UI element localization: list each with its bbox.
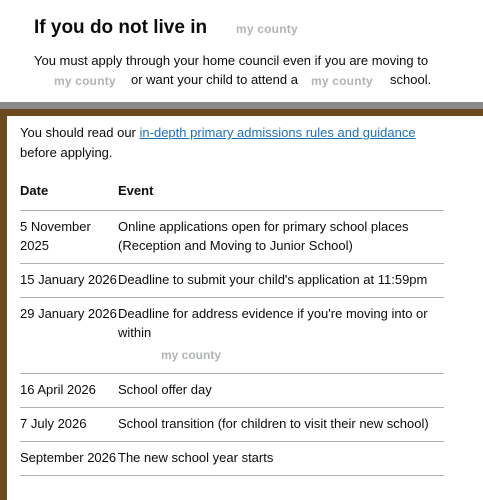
table-row [20, 374, 444, 408]
banner-text-line-2: or want your child to attend a [131, 72, 298, 87]
banner-title: If you do not live in [34, 17, 208, 38]
key-dates-table [20, 175, 444, 476]
column-header-event: Event [118, 175, 444, 211]
table-row [20, 408, 444, 442]
row-event: Online applications open for primary school places (Reception and Moving to Junior School) [118, 211, 444, 264]
row-event: School transition (for children to visit their new school) [118, 408, 444, 442]
banner-text-line-2-end: school. [390, 72, 432, 87]
row-date: September 2026 [20, 442, 118, 476]
row-event [118, 298, 444, 374]
table-row [20, 211, 444, 264]
table-header-row [20, 175, 444, 211]
table-row [20, 298, 444, 374]
redacted-county-label: my county [236, 22, 298, 36]
intro-paragraph [20, 123, 440, 163]
banner-text-line-1: You must apply through your home council even if you are moving to [34, 53, 429, 68]
intro-text: You should read our [20, 125, 140, 140]
row-date: 7 July 2026 [20, 408, 118, 442]
admissions-guidance-link[interactable]: in-depth primary admissions rules and guidance [139, 125, 416, 140]
redacted-county-label: my county [311, 74, 373, 88]
table-row [20, 442, 444, 476]
row-event: The new school year starts [118, 442, 444, 476]
row-event: School offer day [118, 374, 444, 408]
notice-banner [0, 0, 483, 109]
row-event-text: Deadline for address evidence if you're moving into or within [118, 306, 428, 340]
table-row [20, 264, 444, 298]
row-event: Deadline to submit your child's application at 11:59pm [118, 264, 444, 298]
row-date: 16 April 2026 [20, 374, 118, 408]
intro-text: before applying. [20, 145, 113, 160]
redacted-county-label: my county [54, 74, 116, 88]
column-header-date: Date [20, 175, 118, 211]
row-date: 15 January 2026 [20, 264, 118, 298]
row-date: 29 January 2026 [20, 298, 118, 374]
admissions-content [7, 116, 483, 500]
redacted-county-label: my county [161, 348, 222, 362]
row-date: 5 November 2025 [20, 211, 118, 264]
